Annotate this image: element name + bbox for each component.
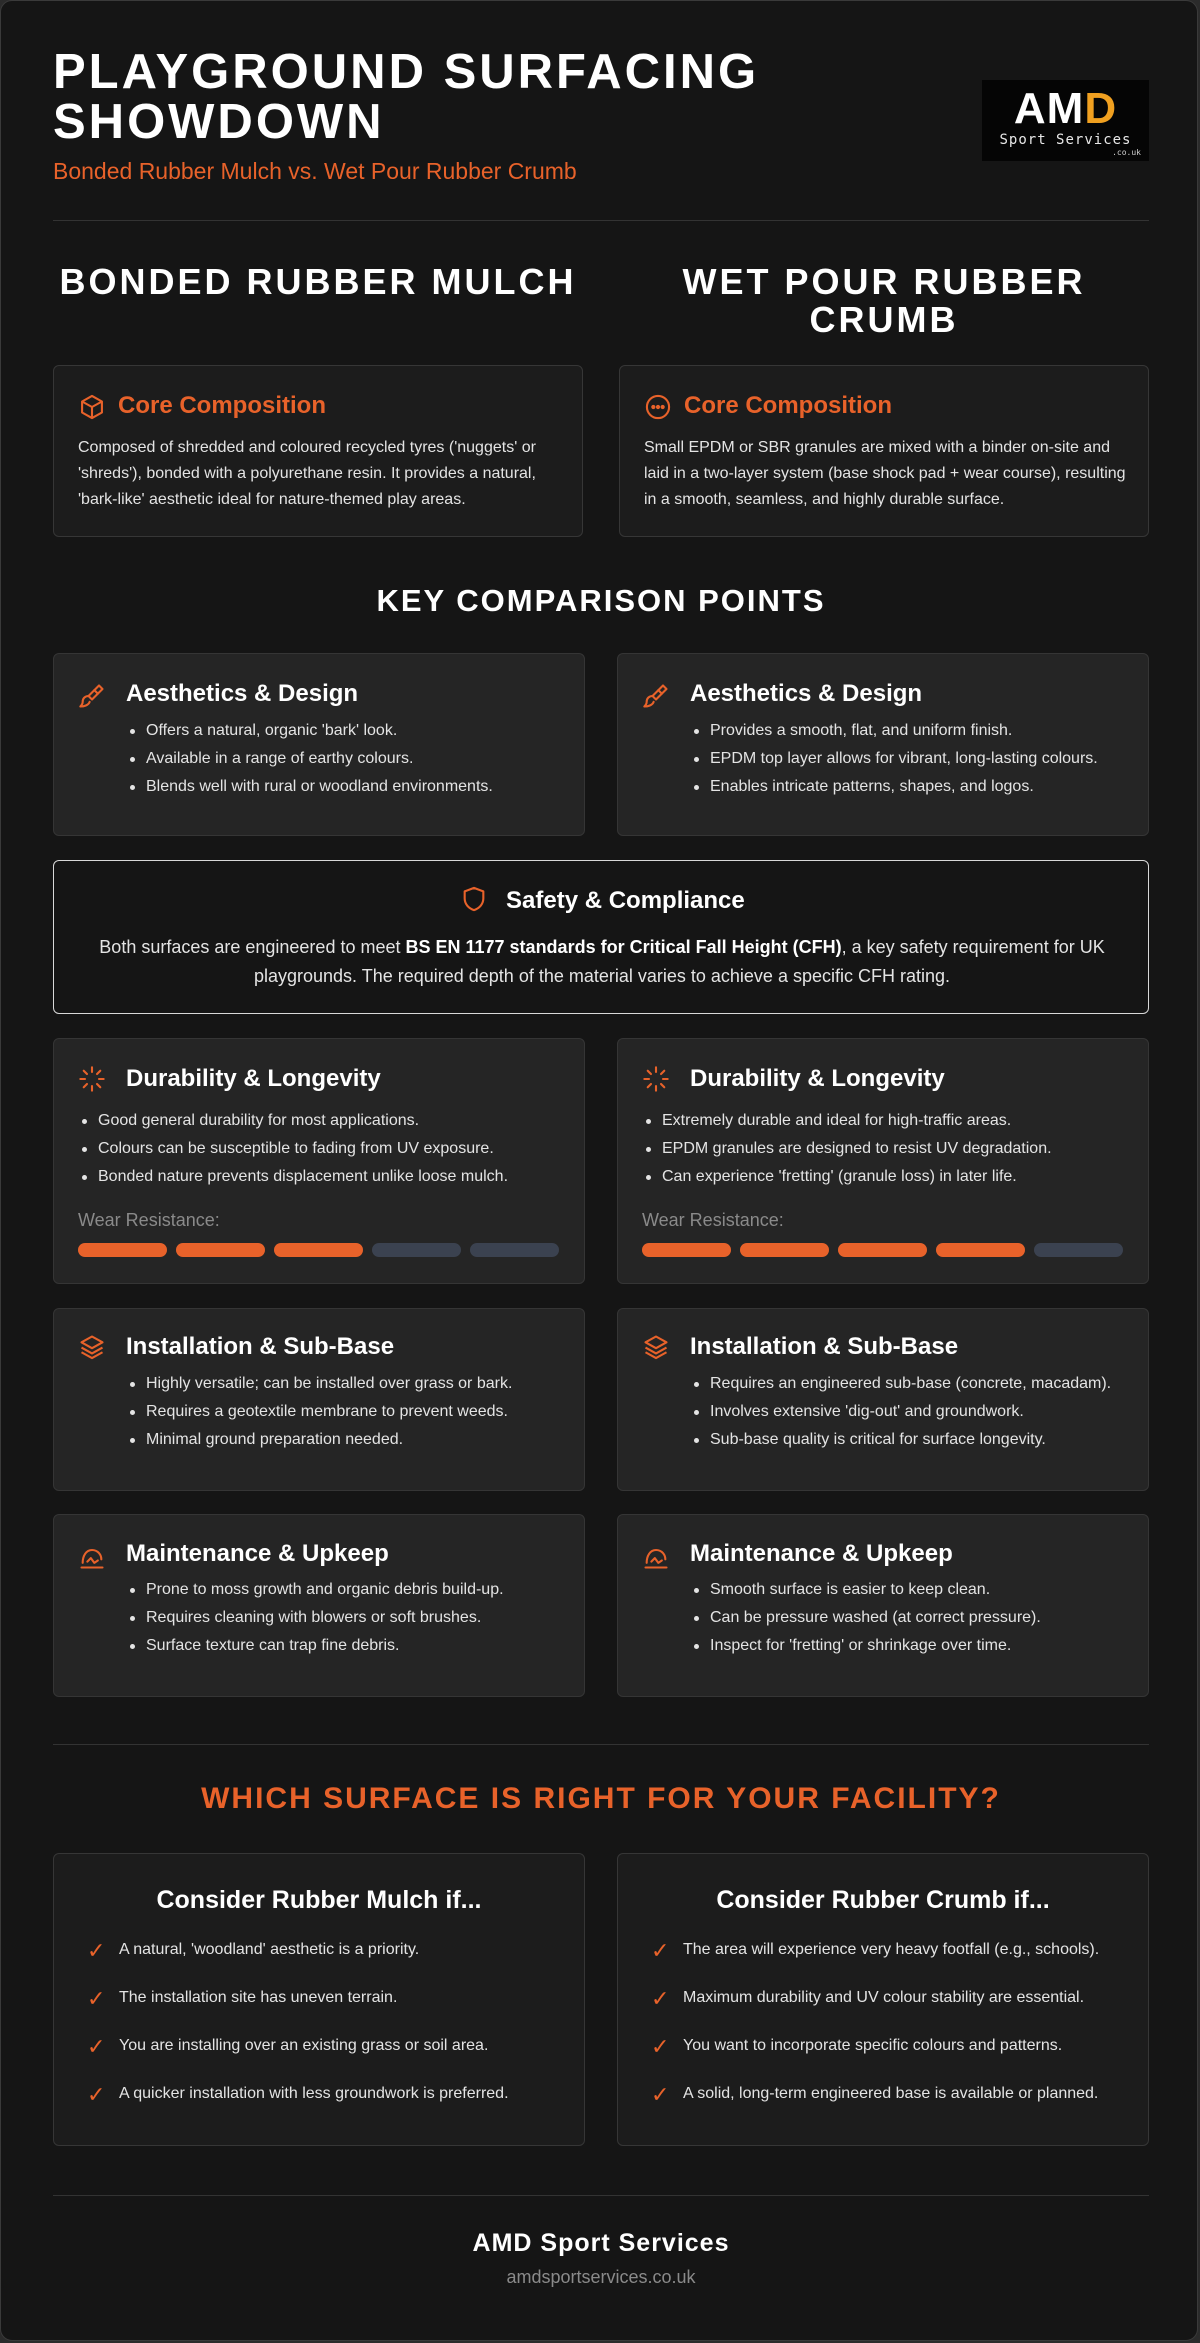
list-item: Requires a geotextile membrane to prevent weeds. xyxy=(126,1398,576,1426)
wear-bar-filled xyxy=(642,1243,731,1257)
right-column-title: WET POUR RUBBER CRUMB xyxy=(682,261,1086,340)
check-item-text: The installation site has uneven terrain. xyxy=(119,1989,398,2006)
wear-resistance-bars xyxy=(642,1243,1123,1257)
aesthetics-card-left xyxy=(53,653,585,836)
amd-logo xyxy=(982,80,1149,161)
safety-card xyxy=(53,860,1149,1014)
footer-company-name: AMD Sport Services xyxy=(472,2229,730,2257)
divider xyxy=(53,1744,1149,1745)
sparkle-burst-icon xyxy=(642,1065,670,1093)
logo-subtext: Sport Services xyxy=(999,132,1132,148)
durability-title-right: Durability & Longevity xyxy=(690,1065,945,1092)
check-icon: ✓ xyxy=(651,1986,670,2011)
check-icon: ✓ xyxy=(87,2082,106,2107)
divider xyxy=(53,2195,1149,2196)
divider xyxy=(53,220,1149,221)
composition-title-right: Core Composition xyxy=(684,392,892,419)
list-item: Highly versatile; can be installed over grass or bark. xyxy=(126,1370,576,1398)
durability-card-right xyxy=(617,1038,1149,1284)
page-subtitle: Bonded Rubber Mulch vs. Wet Pour Rubber Crumb xyxy=(53,158,577,184)
list-item: Good general durability for most applications. xyxy=(78,1107,568,1135)
shield-icon xyxy=(460,885,488,913)
maintenance-list-right xyxy=(690,1576,1140,1660)
list-item: Inspect for 'fretting' or shrinkage over time. xyxy=(690,1632,1140,1660)
page-title: PLAYGROUND SURFACING SHOWDOWN xyxy=(53,45,760,149)
list-item: Surface texture can trap fine debris. xyxy=(126,1632,576,1660)
check-icon: ✓ xyxy=(87,1986,106,2011)
check-icon: ✓ xyxy=(651,2034,670,2059)
consider-title-left: Consider Rubber Mulch if... xyxy=(156,1886,482,1914)
key-comparison-heading: KEY COMPARISON POINTS xyxy=(376,583,826,618)
installation-title-right: Installation & Sub-Base xyxy=(690,1333,959,1360)
list-item: EPDM top layer allows for vibrant, long-lasting colours. xyxy=(690,745,1140,773)
wear-resistance-label: Wear Resistance: xyxy=(642,1210,784,1230)
check-item-text: You want to incorporate specific colours and patterns. xyxy=(683,2037,1063,2054)
layers-icon xyxy=(642,1333,670,1361)
wiping-icon xyxy=(642,1543,670,1571)
safety-text-part: Both surfaces are engineered to meet xyxy=(99,937,406,957)
aesthetics-list-left xyxy=(126,717,566,801)
safety-text-part: , a key safety requirement for UK playgrounds. The required depth of the material varies to achieve a specific CFH rating. xyxy=(253,937,1105,986)
installation-title-left: Installation & Sub-Base xyxy=(126,1333,395,1360)
list-item: Colours can be susceptible to fading from UV exposure. xyxy=(78,1135,568,1163)
check-icon: ✓ xyxy=(87,2034,106,2059)
maintenance-card-left xyxy=(53,1514,585,1697)
installation-list-right xyxy=(690,1370,1140,1454)
composition-text-left: Composed of shredded and coloured recycled tyres ('nuggets' or 'shreds'), bonded with a polyurethane resin. It provides a natural, 'bark-like' aesthetic ideal for nature-themed play areas. xyxy=(78,439,536,508)
paintbrush-icon xyxy=(78,682,106,710)
list-item: Bonded nature prevents displacement unlike loose mulch. xyxy=(78,1163,568,1191)
list-item: Extremely durable and ideal for high-traffic areas. xyxy=(642,1107,1132,1135)
list-item: EPDM granules are designed to resist UV degradation. xyxy=(642,1135,1132,1163)
composition-card-left xyxy=(53,365,583,537)
maintenance-card-right xyxy=(617,1514,1149,1697)
safety-standard: BS EN 1177 standards for Critical Fall Height (CFH) xyxy=(405,937,842,957)
installation-card-right xyxy=(617,1308,1149,1491)
wear-bar-filled xyxy=(274,1243,363,1257)
consider-card-left xyxy=(53,1853,585,2146)
list-item: Prone to moss growth and organic debris build-up. xyxy=(126,1576,576,1604)
check-item-text: Maximum durability and UV colour stability are essential. xyxy=(683,1989,1085,2006)
logo-wordmark xyxy=(982,86,1149,132)
maintenance-title-left: Maintenance & Upkeep xyxy=(126,1540,389,1567)
logo-am: AM xyxy=(1013,84,1085,133)
list-item: Available in a range of earthy colours. xyxy=(126,745,566,773)
cube-icon xyxy=(78,393,106,421)
aesthetics-card-right xyxy=(617,653,1149,836)
check-icon: ✓ xyxy=(87,1938,106,1963)
aesthetics-title-right: Aesthetics & Design xyxy=(690,680,923,707)
wear-bar-filled xyxy=(78,1243,167,1257)
list-item: Requires an engineered sub-base (concrete, macadam). xyxy=(690,1370,1140,1398)
wear-bar-filled xyxy=(740,1243,829,1257)
list-item: Enables intricate patterns, shapes, and logos. xyxy=(690,773,1140,801)
safety-text xyxy=(84,933,1120,991)
which-surface-heading: WHICH SURFACE IS RIGHT FOR YOUR FACILITY? xyxy=(201,1782,1001,1815)
check-item-text: You are installing over an existing grass or soil area. xyxy=(119,2037,489,2054)
list-item: Offers a natural, organic 'bark' look. xyxy=(126,717,566,745)
durability-title-left: Durability & Longevity xyxy=(126,1065,381,1092)
list-item: Blends well with rural or woodland environments. xyxy=(126,773,566,801)
wear-bar-empty xyxy=(1034,1243,1123,1257)
check-item-text: A quicker installation with less groundwork is preferred. xyxy=(119,2085,509,2102)
sparkle-burst-icon xyxy=(78,1065,106,1093)
wear-bar-filled xyxy=(838,1243,927,1257)
left-column-title: BONDED RUBBER MULCH xyxy=(59,261,577,302)
footer-website-link[interactable]: amdsportservices.co.uk xyxy=(506,2267,696,2287)
wear-bar-filled xyxy=(176,1243,265,1257)
wear-resistance-label: Wear Resistance: xyxy=(78,1210,220,1230)
composition-text-right: Small EPDM or SBR granules are mixed with a binder on-site and laid in a two-layer system (base shock pad + wear course), resulting in a smooth, seamless, and highly durable surface. xyxy=(644,439,1126,508)
check-item-text: A natural, 'woodland' aesthetic is a priority. xyxy=(119,1941,420,1958)
wear-resistance-bars xyxy=(78,1243,559,1257)
list-item: Smooth surface is easier to keep clean. xyxy=(690,1576,1140,1604)
logo-url: .co.uk xyxy=(1112,148,1141,157)
aesthetics-list-right xyxy=(690,717,1140,801)
dots-circle-icon xyxy=(644,393,672,421)
list-item: Involves extensive 'dig-out' and groundwork. xyxy=(690,1398,1140,1426)
installation-list-left xyxy=(126,1370,576,1454)
list-item: Can experience 'fretting' (granule loss) in later life. xyxy=(642,1163,1132,1191)
check-icon: ✓ xyxy=(651,1938,670,1963)
check-icon: ✓ xyxy=(651,2082,670,2107)
check-item-text: A solid, long-term engineered base is available or planned. xyxy=(683,2085,1099,2102)
consider-card-right xyxy=(617,1853,1149,2146)
aesthetics-title-left: Aesthetics & Design xyxy=(126,680,359,707)
logo-d: D xyxy=(1084,84,1118,133)
composition-card-right xyxy=(619,365,1149,537)
check-item-text: The area will experience very heavy footfall (e.g., schools). xyxy=(683,1941,1100,1958)
installation-card-left xyxy=(53,1308,585,1491)
durability-list-left xyxy=(78,1107,568,1191)
maintenance-list-left xyxy=(126,1576,576,1660)
wear-bar-filled xyxy=(936,1243,1025,1257)
durability-card-left xyxy=(53,1038,585,1284)
composition-title-left: Core Composition xyxy=(118,392,326,419)
wear-bar-empty xyxy=(470,1243,559,1257)
wiping-icon xyxy=(78,1543,106,1571)
list-item: Provides a smooth, flat, and uniform finish. xyxy=(690,717,1140,745)
list-item: Sub-base quality is critical for surface longevity. xyxy=(690,1426,1140,1454)
safety-title: Safety & Compliance xyxy=(506,887,745,914)
list-item: Requires cleaning with blowers or soft brushes. xyxy=(126,1604,576,1632)
layers-icon xyxy=(78,1333,106,1361)
paintbrush-icon xyxy=(642,682,670,710)
list-item: Minimal ground preparation needed. xyxy=(126,1426,576,1454)
wear-bar-empty xyxy=(372,1243,461,1257)
durability-list-right xyxy=(642,1107,1132,1191)
consider-title-right: Consider Rubber Crumb if... xyxy=(716,1886,1050,1914)
list-item: Can be pressure washed (at correct pressure). xyxy=(690,1604,1140,1632)
maintenance-title-right: Maintenance & Upkeep xyxy=(690,1540,953,1567)
